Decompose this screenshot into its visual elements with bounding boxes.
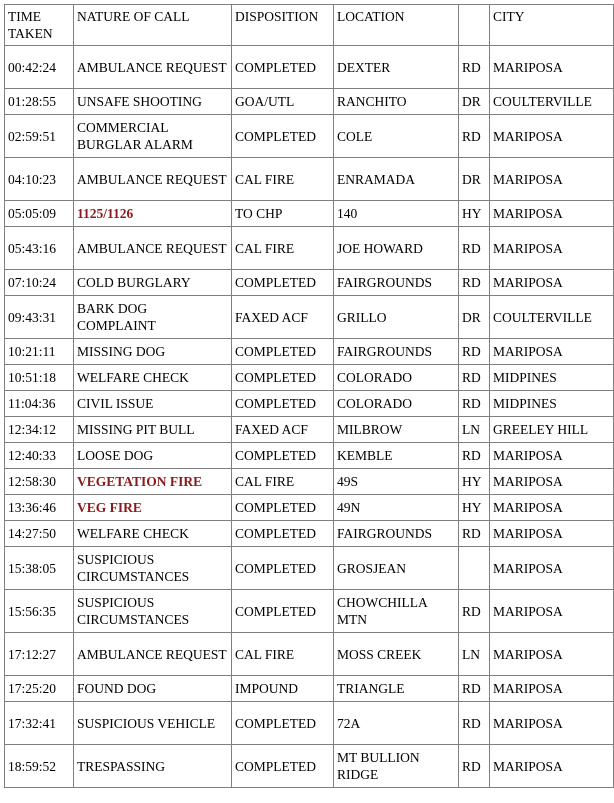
cell-time: 18:59:52 [5, 745, 74, 788]
cell-location: COLE [334, 115, 459, 158]
cell-nature: SUSPICIOUS VEHICLE [74, 702, 232, 745]
cell-nature: BARK DOG COMPLAINT [74, 296, 232, 339]
cell-nature: SUSPICIOUS CIRCUMSTANCES [74, 590, 232, 633]
cell-time: 01:28:55 [5, 89, 74, 115]
cell-location: DEXTER [334, 46, 459, 89]
cell-time: 14:27:50 [5, 521, 74, 547]
cell-time: 17:32:41 [5, 702, 74, 745]
table-body [5, 46, 614, 788]
table-row [5, 365, 614, 391]
cell-location: MILBROW [334, 417, 459, 443]
cell-city: GREELEY HILL [490, 417, 614, 443]
cell-nature: CIVIL ISSUE [74, 391, 232, 417]
cell-city: MARIPOSA [490, 495, 614, 521]
cell-city: MARIPOSA [490, 115, 614, 158]
cell-city: MARIPOSA [490, 702, 614, 745]
cell-nature: VEGETATION FIRE [74, 469, 232, 495]
header-time-taken: TIME TAKEN [5, 5, 74, 46]
cell-time: 09:43:31 [5, 296, 74, 339]
cell-city: MARIPOSA [490, 676, 614, 702]
cell-city: MARIPOSA [490, 270, 614, 296]
cell-city: MARIPOSA [490, 158, 614, 201]
call-log-container [4, 4, 614, 788]
cell-disposition: CAL FIRE [232, 469, 334, 495]
cell-location: COLORADO [334, 365, 459, 391]
cell-location: GRILLO [334, 296, 459, 339]
cell-city: MARIPOSA [490, 227, 614, 270]
cell-time: 13:36:46 [5, 495, 74, 521]
cell-city: MARIPOSA [490, 745, 614, 788]
table-row [5, 339, 614, 365]
cell-nature: SUSPICIOUS CIRCUMSTANCES [74, 547, 232, 590]
table-row [5, 158, 614, 201]
cell-location: MT BULLION RIDGE [334, 745, 459, 788]
table-header-row [5, 5, 614, 46]
cell-nature: UNSAFE SHOOTING [74, 89, 232, 115]
cell-city: MARIPOSA [490, 201, 614, 227]
cell-suffix: RD [459, 46, 490, 89]
cell-nature: TRESPASSING [74, 745, 232, 788]
cell-location: KEMBLE [334, 443, 459, 469]
cell-location: 72A [334, 702, 459, 745]
cell-location: COLORADO [334, 391, 459, 417]
cell-city: MARIPOSA [490, 547, 614, 590]
table-row [5, 417, 614, 443]
cell-suffix: RD [459, 676, 490, 702]
cell-disposition: COMPLETED [232, 590, 334, 633]
table-row [5, 270, 614, 296]
cell-nature: AMBULANCE REQUEST [74, 227, 232, 270]
cell-city: MARIPOSA [490, 521, 614, 547]
cell-time: 02:59:51 [5, 115, 74, 158]
cell-nature: AMBULANCE REQUEST [74, 633, 232, 676]
cell-disposition: COMPLETED [232, 521, 334, 547]
cell-disposition: IMPOUND [232, 676, 334, 702]
header-suffix [459, 5, 490, 46]
cell-suffix: HY [459, 469, 490, 495]
cell-suffix: RD [459, 365, 490, 391]
cell-disposition: COMPLETED [232, 365, 334, 391]
cell-city: MIDPINES [490, 365, 614, 391]
table-row [5, 676, 614, 702]
cell-location: CHOWCHILLA MTN [334, 590, 459, 633]
cell-time: 05:43:16 [5, 227, 74, 270]
cell-city: COULTERVILLE [490, 296, 614, 339]
call-log-table [4, 4, 614, 788]
cell-time: 15:38:05 [5, 547, 74, 590]
cell-disposition: COMPLETED [232, 547, 334, 590]
cell-city: MARIPOSA [490, 633, 614, 676]
cell-time: 04:10:23 [5, 158, 74, 201]
cell-suffix: DR [459, 158, 490, 201]
cell-time: 17:12:27 [5, 633, 74, 676]
header-city: CITY [490, 5, 614, 46]
cell-nature: AMBULANCE REQUEST [74, 46, 232, 89]
cell-location: FAIRGROUNDS [334, 339, 459, 365]
cell-disposition: FAXED ACF [232, 417, 334, 443]
cell-suffix: RD [459, 443, 490, 469]
cell-disposition: GOA/UTL [232, 89, 334, 115]
cell-disposition: CAL FIRE [232, 227, 334, 270]
cell-suffix: RD [459, 521, 490, 547]
cell-city: MARIPOSA [490, 339, 614, 365]
cell-suffix: RD [459, 391, 490, 417]
table-row [5, 89, 614, 115]
cell-nature: 1125/1126 [74, 201, 232, 227]
cell-suffix: RD [459, 270, 490, 296]
cell-city: MARIPOSA [490, 469, 614, 495]
cell-suffix: LN [459, 417, 490, 443]
cell-disposition: COMPLETED [232, 495, 334, 521]
cell-location: RANCHITO [334, 89, 459, 115]
cell-location: 49N [334, 495, 459, 521]
header-location: LOCATION [334, 5, 459, 46]
cell-suffix: RD [459, 227, 490, 270]
table-row [5, 547, 614, 590]
cell-disposition: COMPLETED [232, 391, 334, 417]
header-nature-of-call: NATURE OF CALL [74, 5, 232, 46]
table-row [5, 115, 614, 158]
cell-nature: WELFARE CHECK [74, 521, 232, 547]
cell-disposition: COMPLETED [232, 443, 334, 469]
table-row [5, 702, 614, 745]
cell-nature: VEG FIRE [74, 495, 232, 521]
cell-city: COULTERVILLE [490, 89, 614, 115]
cell-nature: FOUND DOG [74, 676, 232, 702]
cell-nature: MISSING DOG [74, 339, 232, 365]
cell-time: 12:40:33 [5, 443, 74, 469]
cell-nature: COLD BURGLARY [74, 270, 232, 296]
cell-time: 10:21:11 [5, 339, 74, 365]
cell-suffix: DR [459, 296, 490, 339]
cell-city: MARIPOSA [490, 443, 614, 469]
table-row [5, 745, 614, 788]
cell-nature: AMBULANCE REQUEST [74, 158, 232, 201]
cell-time: 17:25:20 [5, 676, 74, 702]
cell-location: MOSS CREEK [334, 633, 459, 676]
header-disposition: DISPOSITION [232, 5, 334, 46]
table-row [5, 495, 614, 521]
cell-location: FAIRGROUNDS [334, 521, 459, 547]
cell-time: 07:10:24 [5, 270, 74, 296]
cell-nature: WELFARE CHECK [74, 365, 232, 391]
cell-city: MIDPINES [490, 391, 614, 417]
cell-suffix: RD [459, 702, 490, 745]
cell-city: MARIPOSA [490, 46, 614, 89]
cell-nature: LOOSE DOG [74, 443, 232, 469]
cell-time: 12:34:12 [5, 417, 74, 443]
cell-disposition: CAL FIRE [232, 633, 334, 676]
cell-disposition: FAXED ACF [232, 296, 334, 339]
cell-location: TRIANGLE [334, 676, 459, 702]
cell-location: GROSJEAN [334, 547, 459, 590]
cell-disposition: COMPLETED [232, 745, 334, 788]
cell-suffix: HY [459, 495, 490, 521]
table-row [5, 443, 614, 469]
cell-suffix: LN [459, 633, 490, 676]
table-row [5, 391, 614, 417]
cell-location: 49S [334, 469, 459, 495]
table-row [5, 521, 614, 547]
cell-location: FAIRGROUNDS [334, 270, 459, 296]
cell-disposition: COMPLETED [232, 339, 334, 365]
cell-disposition: COMPLETED [232, 702, 334, 745]
table-row [5, 201, 614, 227]
cell-location: JOE HOWARD [334, 227, 459, 270]
cell-suffix: RD [459, 339, 490, 365]
cell-nature: COMMERCIAL BURGLAR ALARM [74, 115, 232, 158]
cell-disposition: COMPLETED [232, 46, 334, 89]
table-row [5, 469, 614, 495]
table-row [5, 296, 614, 339]
table-row [5, 227, 614, 270]
cell-time: 15:56:35 [5, 590, 74, 633]
cell-disposition: CAL FIRE [232, 158, 334, 201]
table-row [5, 633, 614, 676]
cell-time: 11:04:36 [5, 391, 74, 417]
cell-disposition: COMPLETED [232, 115, 334, 158]
cell-suffix: RD [459, 115, 490, 158]
cell-suffix: RD [459, 590, 490, 633]
cell-location: ENRAMADA [334, 158, 459, 201]
cell-time: 10:51:18 [5, 365, 74, 391]
cell-nature: MISSING PIT BULL [74, 417, 232, 443]
table-row [5, 590, 614, 633]
cell-disposition: COMPLETED [232, 270, 334, 296]
cell-disposition: TO CHP [232, 201, 334, 227]
cell-time: 05:05:09 [5, 201, 74, 227]
cell-suffix: DR [459, 89, 490, 115]
cell-suffix [459, 547, 490, 590]
table-row [5, 46, 614, 89]
cell-location: 140 [334, 201, 459, 227]
cell-time: 12:58:30 [5, 469, 74, 495]
cell-suffix: HY [459, 201, 490, 227]
cell-time: 00:42:24 [5, 46, 74, 89]
cell-city: MARIPOSA [490, 590, 614, 633]
cell-suffix: RD [459, 745, 490, 788]
